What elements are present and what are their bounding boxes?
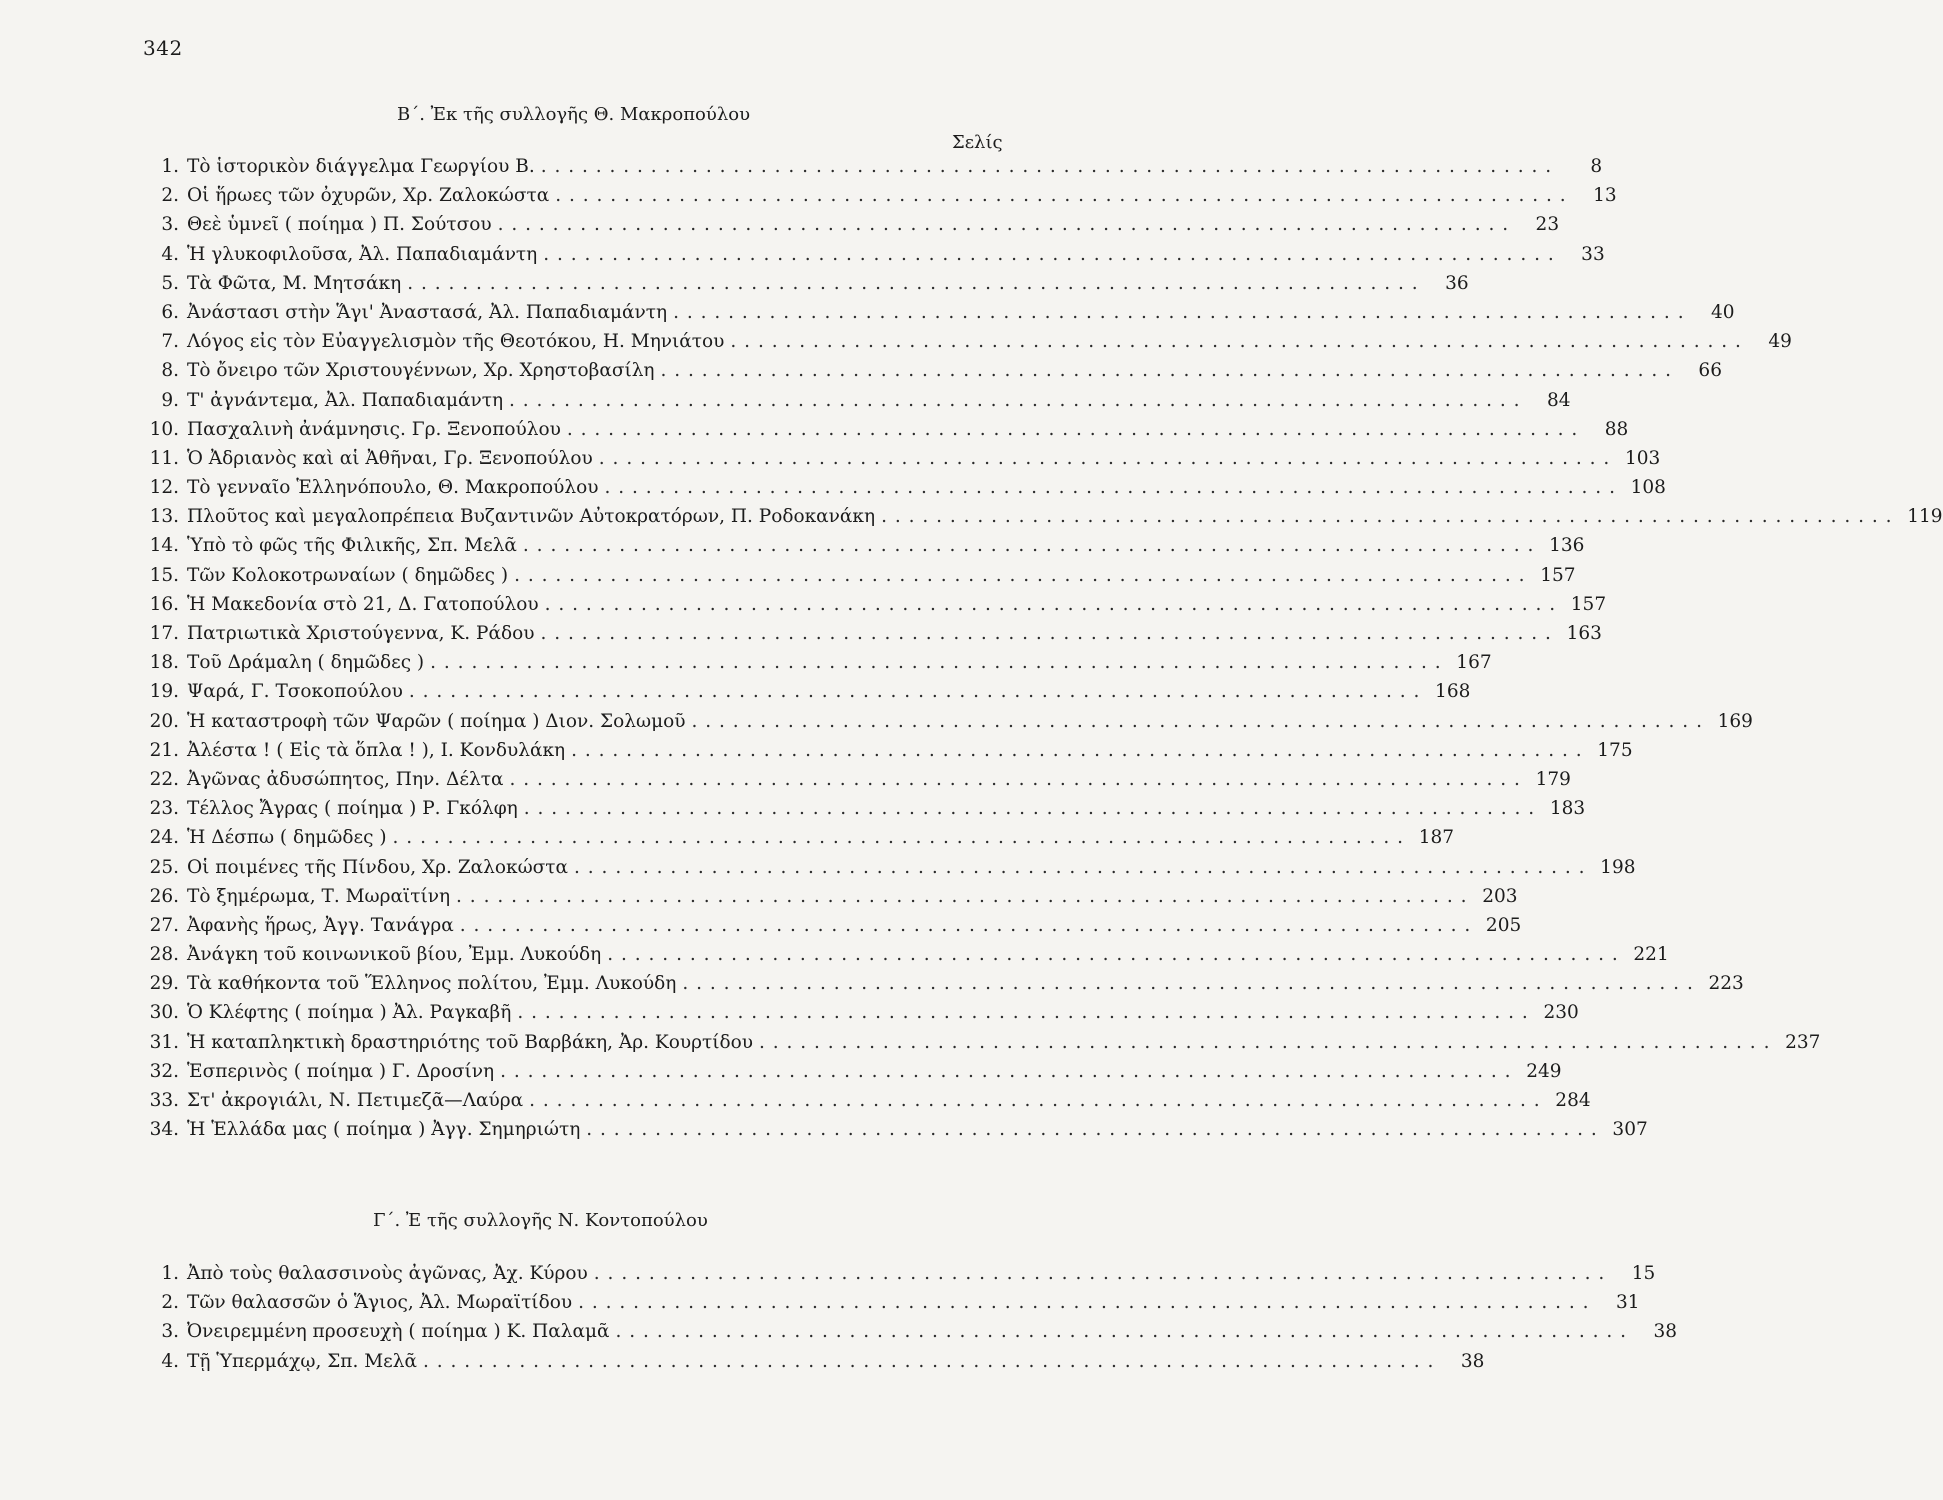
toc-entry — [143, 506, 1943, 535]
toc-entry-page: 237 — [1785, 1031, 1821, 1053]
toc-entry — [143, 1321, 1677, 1350]
dot-leader — [574, 857, 1585, 878]
toc-entry-number: 15. — [149, 564, 179, 586]
dot-leader — [586, 1119, 1597, 1140]
toc-entry-number: 12. — [149, 477, 179, 499]
toc-entry-page: 187 — [1418, 827, 1454, 849]
toc-entry-number: 33. — [149, 1090, 179, 1111]
toc-entry-title: Ἀφανὴς ἥρως, Ἀγγ. Τανάγρα — [187, 914, 454, 936]
dot-leader — [540, 623, 1551, 644]
toc-entry-number: 25. — [149, 856, 179, 878]
toc-entry-number: 2. — [161, 185, 179, 207]
toc-entry — [143, 418, 1629, 448]
toc-entry — [143, 1002, 1579, 1031]
dot-leader — [509, 390, 1520, 411]
toc-entry-title: Τὸ ξημέρωμα, Τ. Μωραϊτίνη — [187, 885, 451, 907]
dot-leader — [498, 214, 1509, 235]
toc-entry-page: 175 — [1597, 739, 1633, 761]
toc-list-section-b — [143, 156, 1943, 1148]
dot-leader — [594, 1263, 1605, 1284]
toc-entry-page: 103 — [1624, 447, 1661, 469]
toc-entry-title: Ἡ Δέσπω ( δημῶδες ) — [187, 827, 387, 849]
toc-entry-title: Τὸ γενναῖο Ἑλληνόπουλο, Θ. Μακροπούλου — [187, 477, 599, 499]
toc-entry-page: 8 — [1590, 156, 1603, 177]
toc-entry-title: Τῇ Ὑπερμάχῳ, Σπ. Μελᾶ — [187, 1350, 417, 1372]
dot-leader — [500, 1061, 1511, 1082]
toc-entry-number: 34. — [149, 1119, 179, 1141]
toc-entry-title: Στ' ἀκρογιάλι, Ν. Πετιμεζᾶ—Λαύρα — [187, 1090, 524, 1111]
toc-entry-number: 22. — [149, 768, 179, 790]
toc-entry-title: Τοῦ Δράμαλη ( δημῶδες ) — [187, 652, 425, 674]
toc-entry-number: 14. — [149, 535, 179, 557]
toc-entry-page: 169 — [1717, 710, 1753, 732]
toc-entry — [143, 856, 1636, 886]
pages-column-label: Σελίς — [952, 132, 1003, 153]
toc-entry-title: Θεὲ ὑμνεῖ ( ποίημα ) Π. Σούτσου — [187, 214, 492, 236]
page-number: 342 — [143, 36, 183, 60]
dot-leader — [578, 1292, 1589, 1313]
toc-entry — [143, 447, 1661, 477]
toc-entry-page: 203 — [1482, 885, 1518, 907]
toc-entry — [143, 214, 1560, 243]
toc-entry — [143, 477, 1666, 506]
toc-list-section-c — [143, 1263, 1677, 1380]
dot-leader — [682, 973, 1693, 994]
toc-entry-number: 21. — [149, 739, 179, 761]
toc-entry — [143, 301, 1735, 331]
toc-entry-page: 223 — [1708, 973, 1744, 995]
toc-entry-number: 4. — [161, 243, 179, 265]
toc-entry — [143, 1119, 1648, 1148]
toc-entry — [143, 360, 1722, 389]
toc-entry-page: 84 — [1546, 389, 1571, 411]
toc-entry — [143, 885, 1518, 915]
toc-entry-title: Ὁ Ἀδριανὸς καὶ αἱ Ἀθῆναι, Γρ. Ξενοπούλου — [187, 447, 593, 469]
toc-entry-number: 11. — [149, 447, 179, 469]
dot-leader — [409, 681, 1420, 702]
toc-entry-page: 23 — [1535, 214, 1560, 236]
toc-entry — [143, 914, 1522, 944]
toc-entry-number: 13. — [149, 506, 179, 528]
toc-entry — [143, 1263, 1656, 1292]
toc-entry-number: 24. — [149, 827, 179, 849]
dot-leader — [599, 448, 1610, 469]
dot-leader — [605, 477, 1616, 498]
dot-leader — [543, 244, 1554, 265]
toc-entry-number: 16. — [149, 593, 179, 615]
toc-entry-page: 179 — [1535, 768, 1571, 790]
toc-entry — [143, 739, 1633, 769]
toc-entry-page: 168 — [1435, 681, 1471, 703]
toc-entry-title: Οἱ ἥρωες τῶν ὀχυρῶν, Χρ. Ζαλοκώστα — [187, 185, 550, 207]
toc-entry-title: Ἀπὸ τοὺς θαλασσινοὺς ἀγῶνας, Ἀχ. Κύρου — [187, 1263, 588, 1284]
toc-entry-number: 31. — [149, 1031, 179, 1053]
toc-entry-number: 26. — [149, 885, 179, 907]
toc-entry-number: 23. — [149, 798, 179, 820]
toc-entry-title: Οἱ ποιμένες τῆς Πίνδου, Χρ. Ζαλοκώστα — [187, 856, 569, 878]
dot-leader — [541, 156, 1552, 177]
toc-entry-page: 40 — [1711, 301, 1735, 323]
dot-leader — [571, 740, 1582, 761]
toc-entry-number: 19. — [149, 681, 179, 703]
toc-entry-page: 66 — [1698, 360, 1722, 382]
toc-entry-page: 157 — [1540, 564, 1576, 586]
toc-entry-title: Πασχαλινὴ ἀνάμνησις. Γρ. Ξενοπούλου — [187, 418, 561, 440]
toc-entry-page: 88 — [1604, 418, 1629, 440]
toc-entry-number: 1. — [161, 1263, 179, 1284]
toc-entry — [143, 331, 1792, 360]
dot-leader — [430, 652, 1441, 673]
toc-entry-number: 9. — [161, 389, 179, 411]
toc-entry-page: 15 — [1631, 1263, 1656, 1284]
dot-leader — [529, 1090, 1540, 1111]
toc-entry-title: Ἀλέστα ! ( Εἰς τὰ ὅπλα ! ), Ι. Κονδυλάκη — [187, 739, 566, 761]
dot-leader — [523, 535, 1534, 556]
toc-entry-page: 136 — [1549, 535, 1585, 557]
toc-entry-page: 31 — [1616, 1292, 1640, 1314]
toc-entry-page: 221 — [1633, 944, 1669, 966]
toc-entry-number: 10. — [149, 418, 179, 440]
toc-entry — [143, 1090, 1591, 1119]
dot-leader — [881, 506, 1892, 527]
toc-entry-number: 8. — [161, 360, 179, 382]
toc-entry-title: Ἡ Ἑλλάδα μας ( ποίημα ) Ἀγγ. Σημηριώτη — [187, 1119, 581, 1141]
toc-entry-title: Τὰ καθήκοντα τοῦ Ἕλληνος πολίτου, Ἐμμ. Λυκούδη — [187, 973, 677, 995]
toc-entry — [143, 272, 1469, 302]
toc-entry-page: 198 — [1600, 856, 1636, 878]
toc-entry — [143, 973, 1744, 1002]
toc-entry — [143, 1350, 1485, 1380]
section-b-heading: Β΄. Ἐκ τῆς συλλογῆς Θ. Μακροπούλου — [397, 104, 751, 125]
toc-entry-page: 230 — [1543, 1002, 1579, 1024]
toc-entry-page: 163 — [1566, 623, 1602, 644]
toc-entry-title: Ἡ καταπληκτικὴ δραστηριότης τοῦ Βαρβάκη, Ἀρ. Κουρτίδου — [187, 1031, 753, 1053]
dot-leader — [407, 273, 1418, 294]
dot-leader — [673, 302, 1684, 323]
toc-entry-number: 27. — [149, 914, 179, 936]
toc-entry — [143, 564, 1576, 594]
toc-entry-title: Τ' ἀγνάντεμα, Ἀλ. Παπαδιαμάντη — [187, 389, 504, 411]
dot-leader — [514, 565, 1525, 586]
toc-entry-number: 6. — [161, 301, 179, 323]
toc-entry — [143, 535, 1585, 564]
toc-entry-page: 33 — [1581, 243, 1605, 265]
toc-entry-number: 18. — [149, 652, 179, 674]
toc-entry-title: Τὰ Φῶτα, Μ. Μητσάκη — [187, 272, 402, 294]
toc-entry-title: Ψαρά, Γ. Τσοκοπούλου — [187, 681, 403, 703]
toc-entry-title: Τῶν θαλασσῶν ὁ Ἅγιος, Ἀλ. Μωραϊτίδου — [187, 1292, 573, 1314]
toc-entry-title: Πλοῦτος καὶ μεγαλοπρέπεια Βυζαντινῶν Αὐτοκρατόρων, Π. Ροδοκανάκη — [187, 506, 876, 528]
toc-entry-title: Ἀγῶνας ἀδυσώπητος, Πην. Δέλτα — [187, 768, 504, 790]
toc-entry — [143, 1292, 1640, 1321]
toc-entry-number: 28. — [149, 944, 179, 966]
toc-entry-page: 49 — [1768, 331, 1792, 353]
toc-entry — [143, 768, 1571, 798]
toc-entry-page: 36 — [1445, 272, 1469, 294]
toc-entry — [143, 944, 1669, 973]
dot-leader — [692, 711, 1703, 732]
toc-entry-title: Ὀνειρεμμένη προσευχὴ ( ποίημα ) Κ. Παλαμᾶ — [187, 1321, 610, 1343]
toc-entry-title: Τῶν Κολοκοτρωναίων ( δημῶδες ) — [187, 564, 509, 586]
toc-entry-page: 38 — [1653, 1321, 1677, 1343]
toc-entry — [143, 1031, 1821, 1061]
toc-entry-page: 307 — [1612, 1119, 1648, 1141]
toc-entry-title: Πατριωτικὰ Χριστούγεννα, Κ. Ράδου — [187, 623, 535, 644]
toc-entry-title: Λόγος εἰς τὸν Εὐαγγελισμὸν τῆς Θεοτόκου, Η. Μηνιάτου — [187, 331, 725, 353]
toc-entry-page: 38 — [1460, 1350, 1485, 1372]
toc-entry-title: Τὸ ἱστορικὸν διάγγελμα Γεωργίου Β. — [187, 156, 535, 177]
toc-entry-title: Ἑσπερινὸς ( ποίημα ) Γ. Δροσίνη — [187, 1060, 495, 1082]
toc-entry-number: 20. — [149, 710, 179, 732]
toc-entry — [143, 798, 1586, 827]
toc-entry-number: 30. — [149, 1002, 179, 1024]
toc-entry-number: 29. — [149, 973, 179, 995]
toc-entry-page: 249 — [1526, 1060, 1562, 1082]
toc-entry — [143, 681, 1471, 710]
toc-entry-title: Ἡ γλυκοφιλοῦσα, Ἀλ. Παπαδιαμάντη — [187, 243, 538, 265]
toc-entry — [143, 827, 1454, 856]
dot-leader — [567, 419, 1578, 440]
toc-entry-number: 3. — [161, 1321, 179, 1343]
toc-entry — [143, 593, 1607, 623]
toc-entry-number: 32. — [149, 1060, 179, 1082]
toc-entry-title: Ὁ Κλέφτης ( ποίημα ) Ἀλ. Ραγκαβῆ — [187, 1002, 512, 1024]
toc-entry-title: Ὑπὸ τὸ φῶς τῆς Φιλικῆς, Σπ. Μελᾶ — [187, 535, 517, 557]
dot-leader — [661, 360, 1672, 381]
dot-leader — [517, 1002, 1528, 1023]
toc-entry-number: 3. — [161, 214, 179, 236]
toc-entry-title: Ἀνάστασι στὴν Ἅγι' Ἀναστασά, Ἀλ. Παπαδιαμάντη — [187, 301, 668, 323]
toc-entry — [143, 156, 1603, 185]
toc-entry-title: Ἀνάγκη τοῦ κοινωνικοῦ βίου, Ἐμμ. Λυκούδη — [187, 944, 602, 966]
toc-entry — [143, 243, 1605, 273]
dot-leader — [524, 798, 1535, 819]
dot-leader — [460, 915, 1471, 936]
toc-entry-number: 7. — [161, 331, 179, 353]
toc-entry-number: 1. — [161, 156, 179, 177]
toc-entry — [143, 623, 1602, 652]
toc-entry-number: 4. — [161, 1350, 179, 1372]
section-c-heading: Γ΄. Ἐ τῆς συλλογῆς Ν. Κοντοπούλου — [373, 1210, 708, 1231]
toc-entry-page: 205 — [1485, 914, 1522, 936]
toc-entry-number: 17. — [149, 623, 179, 644]
toc-entry — [143, 652, 1492, 681]
toc-entry-page: 167 — [1456, 652, 1492, 674]
toc-entry-page: 284 — [1555, 1090, 1591, 1111]
toc-entry — [143, 710, 1753, 740]
dot-leader — [759, 1032, 1770, 1053]
toc-entry-title: Τὸ ὄνειρο τῶν Χριστουγέννων, Χρ. Χρηστοβασίλη — [187, 360, 655, 382]
dot-leader — [730, 331, 1741, 352]
toc-entry — [143, 389, 1571, 419]
dot-leader — [456, 886, 1467, 907]
dot-leader — [545, 594, 1556, 615]
toc-entry-title: Ἡ Μακεδονία στὸ 21, Δ. Γατοπούλου — [187, 593, 539, 615]
dot-leader — [555, 185, 1566, 206]
toc-entry-page: 157 — [1570, 593, 1607, 615]
toc-entry-number: 2. — [161, 1292, 179, 1314]
toc-entry — [143, 185, 1617, 214]
toc-entry — [143, 1060, 1562, 1090]
toc-entry-page: 119 — [1907, 506, 1943, 528]
toc-entry-number: 5. — [161, 272, 179, 294]
dot-leader — [616, 1321, 1627, 1342]
dot-leader — [393, 827, 1404, 848]
dot-leader — [423, 1351, 1434, 1372]
toc-entry-page: 13 — [1593, 185, 1617, 207]
toc-entry-page: 108 — [1630, 477, 1666, 499]
dot-leader — [509, 769, 1520, 790]
toc-entry-title: Τέλλος Ἄγρας ( ποίημα ) Ρ. Γκόλφη — [187, 798, 518, 820]
toc-entry-page: 183 — [1549, 798, 1586, 820]
toc-entry-title: Ἡ καταστροφὴ τῶν Ψαρῶν ( ποίημα ) Διον. Σολωμοῦ — [187, 710, 686, 732]
dot-leader — [607, 944, 1618, 965]
